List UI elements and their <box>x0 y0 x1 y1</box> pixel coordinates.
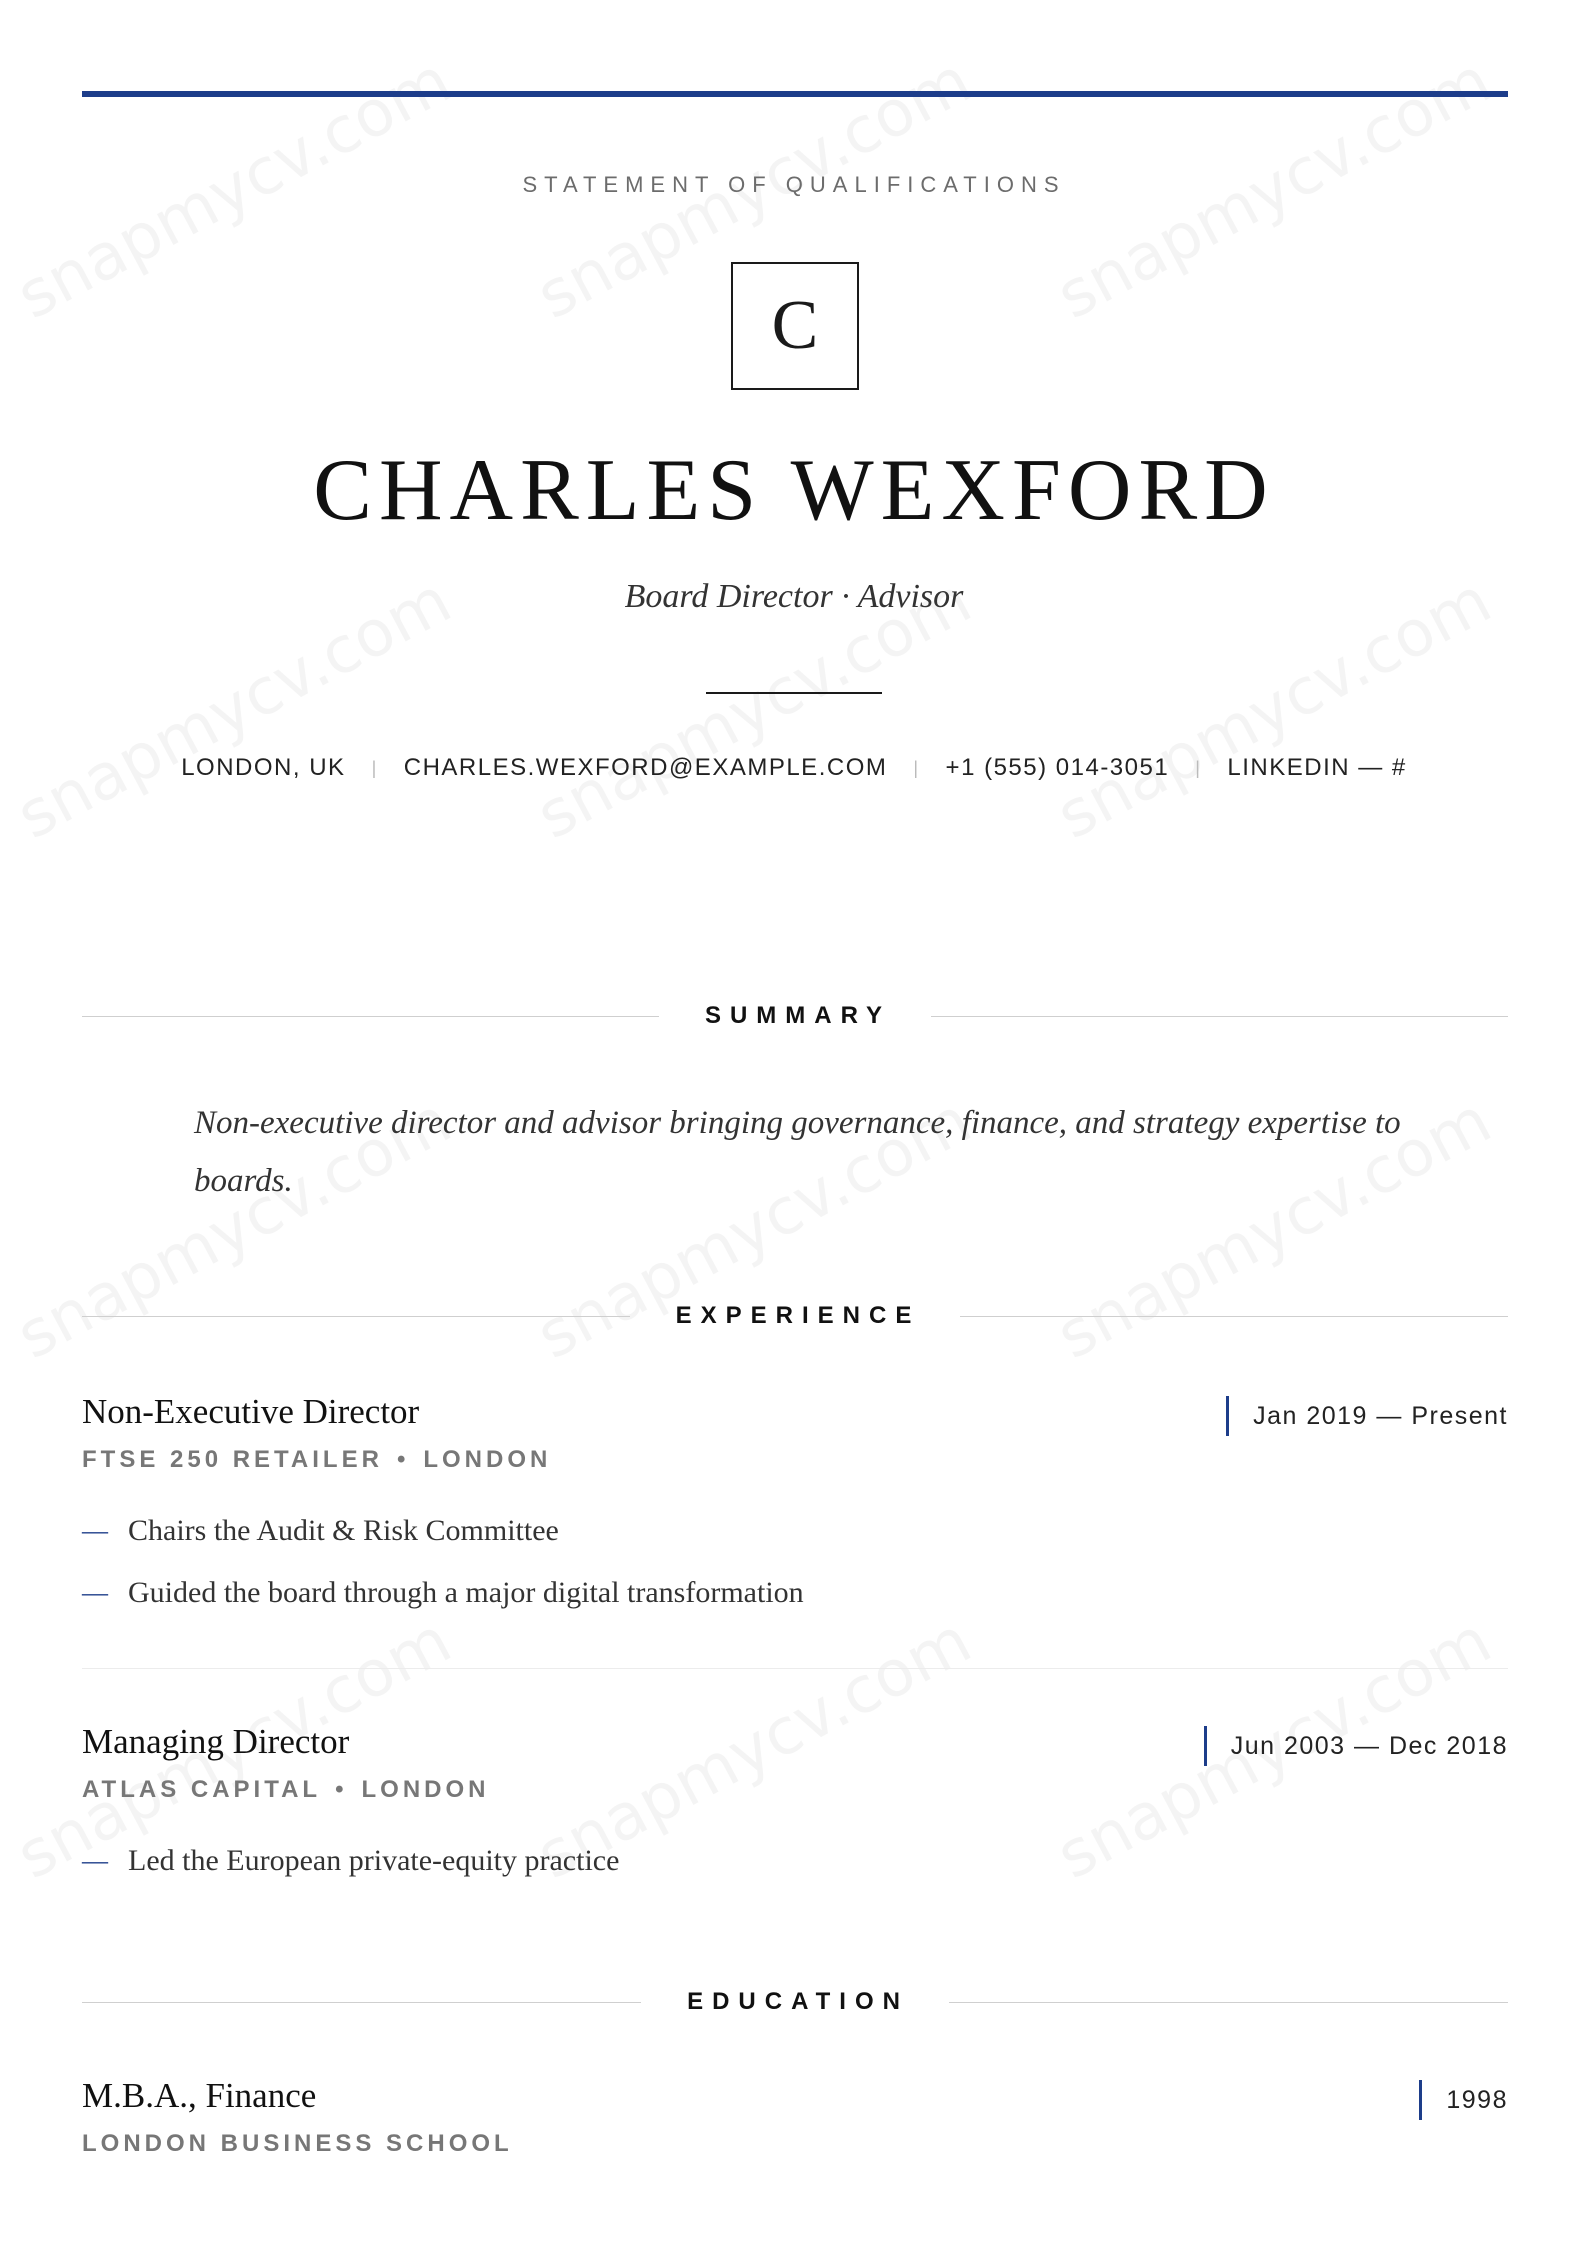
em-dash-icon: — <box>82 1578 108 1607</box>
summary-section-heading <box>82 996 1508 1036</box>
entry-divider <box>82 1668 1508 1669</box>
job-dates: Jan 2019 — Present <box>1226 1396 1508 1436</box>
org-separator: • <box>335 1776 348 1803</box>
education-entry <box>82 2076 1508 2158</box>
job-bullets <box>82 1830 1508 1892</box>
company-name: ATLAS CAPITAL <box>82 1776 322 1803</box>
job-organization <box>82 1446 1508 1474</box>
bullet-text: Led the European private-equity practice <box>128 1844 620 1877</box>
job-title: Managing Director <box>82 1722 350 1761</box>
heading-rule <box>82 1016 659 1017</box>
contact-location: LONDON, UK <box>181 754 346 781</box>
document-eyebrow: STATEMENT OF QUALIFICATIONS <box>522 172 1066 197</box>
company-name: FTSE 250 RETAILER <box>82 1446 383 1473</box>
job-bullets <box>82 1500 1508 1624</box>
org-separator: • <box>396 1446 410 1473</box>
job-location: LONDON <box>361 1776 490 1803</box>
contact-bar <box>0 754 1588 782</box>
contact-linkedin[interactable]: LINKEDIN — # <box>1227 754 1407 781</box>
heading-rule <box>949 2002 1508 2003</box>
heading-rule <box>82 2002 641 2003</box>
job-location: LONDON <box>423 1446 552 1473</box>
header-divider <box>706 692 882 694</box>
graduation-year: 1998 <box>1419 2080 1508 2120</box>
heading-rule <box>931 1016 1508 1017</box>
education-section-heading <box>82 1982 1508 2022</box>
section-title: SUMMARY <box>704 1002 892 1029</box>
monogram-badge: C <box>731 262 859 390</box>
section-title: EXPERIENCE <box>675 1302 921 1329</box>
list-item <box>82 1830 1508 1892</box>
contact-separator: | <box>1195 757 1202 778</box>
top-accent-rule <box>82 91 1508 97</box>
list-item <box>82 1500 1508 1562</box>
contact-separator: | <box>371 757 378 778</box>
em-dash-icon: — <box>82 1846 108 1875</box>
experience-entry <box>82 1392 1508 1624</box>
bullet-text: Chairs the Audit & Risk Committee <box>128 1514 559 1547</box>
job-title: Non-Executive Director <box>82 1392 420 1431</box>
contact-separator: | <box>913 757 920 778</box>
section-title: EDUCATION <box>687 1988 909 2015</box>
job-organization <box>82 1776 1508 1804</box>
degree-title: M.B.A., Finance <box>82 2076 317 2115</box>
school-name: LONDON BUSINESS SCHOOL <box>82 2130 513 2157</box>
candidate-name: CHARLES WEXFORD <box>313 442 1275 539</box>
em-dash-icon: — <box>82 1516 108 1545</box>
experience-section-heading <box>82 1296 1508 1336</box>
job-dates: Jun 2003 — Dec 2018 <box>1204 1726 1508 1766</box>
candidate-tagline: Board Director · Advisor <box>624 578 964 615</box>
contact-email[interactable]: CHARLES.WEXFORD@EXAMPLE.COM <box>403 754 888 781</box>
bullet-text: Guided the board through a major digital transformation <box>128 1576 804 1609</box>
summary-text: Non-executive director and advisor bringing governance, finance, and strategy expertise to boards. <box>194 1105 1401 1199</box>
list-item <box>82 1562 1508 1624</box>
heading-rule <box>960 1316 1508 1317</box>
experience-entry <box>82 1722 1508 1892</box>
contact-phone[interactable]: +1 (555) 014-3051 <box>945 754 1170 781</box>
heading-rule <box>82 1316 630 1317</box>
